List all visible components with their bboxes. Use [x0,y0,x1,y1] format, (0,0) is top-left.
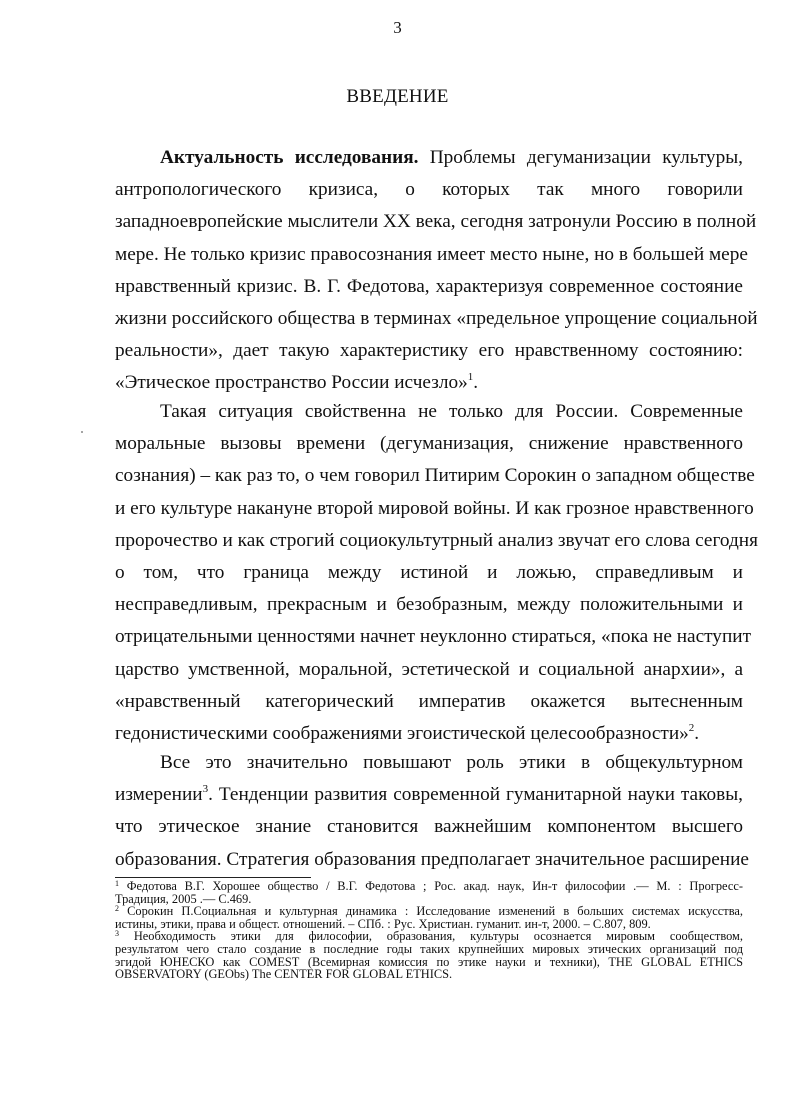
paragraph-line: моральные вызовы времени (дегуманизация, снижение нравственного [115,433,743,455]
paragraph-line: отрицательными ценностями начнет неуклонно стираться, «пока не наступит [115,626,752,648]
footnote-separator [115,877,311,878]
footnotes [115,880,743,981]
paragraph-line: нравственный кризис. В. Г. Федотова, характеризуя современное состояние [115,275,743,297]
paragraph-sorokin [115,396,758,750]
paragraph-line: царство умственной, моральной, эстетической и социальной анархии», а [115,658,743,680]
paragraph-ethics-role [115,747,749,876]
paragraph-line: «Этическое пространство России исчезло»$^1$. [115,371,479,394]
footnote-number: 1 [115,879,119,888]
paragraph-line: измерении$^3$. Тенденции развития современной гуманитарной науки таковы, [115,783,743,806]
footnote-number: 2 [115,904,119,914]
paragraph-line: жизни российского общества в терминах «предельное упрощение социальной [115,307,758,329]
paragraph-line: сознания) – как раз то, о чем говорил Питирим Сорокин о западном обществе [115,465,755,487]
paragraph-line: гедонистическими соображениями эгоистической целесообразности»$^2$. [115,721,700,744]
paragraph-line: Такая ситуация свойственна не только для России. Современные [160,401,743,422]
page-number: 3 [393,18,402,37]
footnote-ref[interactable]: 3 [202,783,209,796]
paragraph-line: и его культуре накануне второй мировой войны. И как грозное нравственного [115,497,754,519]
relevance-lead: Актуальность исследования. [160,147,419,168]
paragraph-line: пророчество и как строгий социокультутрный анализ звучат его слова сегодня [115,529,758,551]
paragraph-line: Актуальность исследования. Проблемы дегуманизации культуры, [160,147,743,168]
footnote-number: 3 [115,929,119,939]
scan-artifact-dot [81,431,83,433]
paragraph-line: несправедливым, прекрасным и безобразным, между положительными и [115,594,743,616]
paragraph-line: что этическое знание становится важнейшим компонентом высшего [115,816,743,838]
paragraph-line: антропологического кризиса, о которых так много говорили [115,179,743,201]
paragraph-line: «нравственный категорический императив окажется вытесненным [115,690,743,712]
section-heading: ВВЕДЕНИЕ [346,86,449,107]
footnote-ref[interactable]: 2 [688,721,695,734]
footnote-1: $^1$ Федотова В.Г. Хорошее общество / В.Г. Федотова ; Рос. акад. наук, Ин-т философии .— М. : Прогресс- Традиция, 2005 .— С.469. [115,879,743,906]
paragraph-line: Все это значительно повышают роль этики в общекультурном [160,752,743,773]
footnote-ref[interactable]: 1 [467,371,474,384]
footnote-3: $^3$ Необходимость этики для философии, образования, культуры осознается мировым сообществом, результатом чего стало создание в последние годы таких крупнейших мировых этических организаций под эгидой ЮНЕСКО как COMEST (Всемирная комиссия по этике науки и техники), THE GLOBAL ETHICS OBSERVATORY (GEObs) The CENTER FOR GLOBAL ETHICS. [115,929,743,982]
paragraph-line: о том, что граница между истиной и ложью, справедливым и [115,561,743,583]
paragraph-line: реальности», дает такую характеристику его нравственному состоянию: [115,340,743,362]
footnote-2: $^2$ Сорокин П.Социальная и культурная динамика : Исследование изменений в больших системах искусства, истины, этики, права и общест. отношений. – СПб. : Рус. Христиан. гуманит. ин-т, 2000. – С.807, 809. [115,904,743,931]
paragraph-relevance [115,142,758,400]
paragraph-line: образования. Стратегия образования предполагает значительное расширение [115,848,749,870]
paragraph-line: мере. Не только кризис правосознания имеет место ныне, но в большей мере [115,243,748,265]
paragraph-line: западноевропейские мыслители XX века, сегодня затронули Россию в полной [115,211,757,233]
